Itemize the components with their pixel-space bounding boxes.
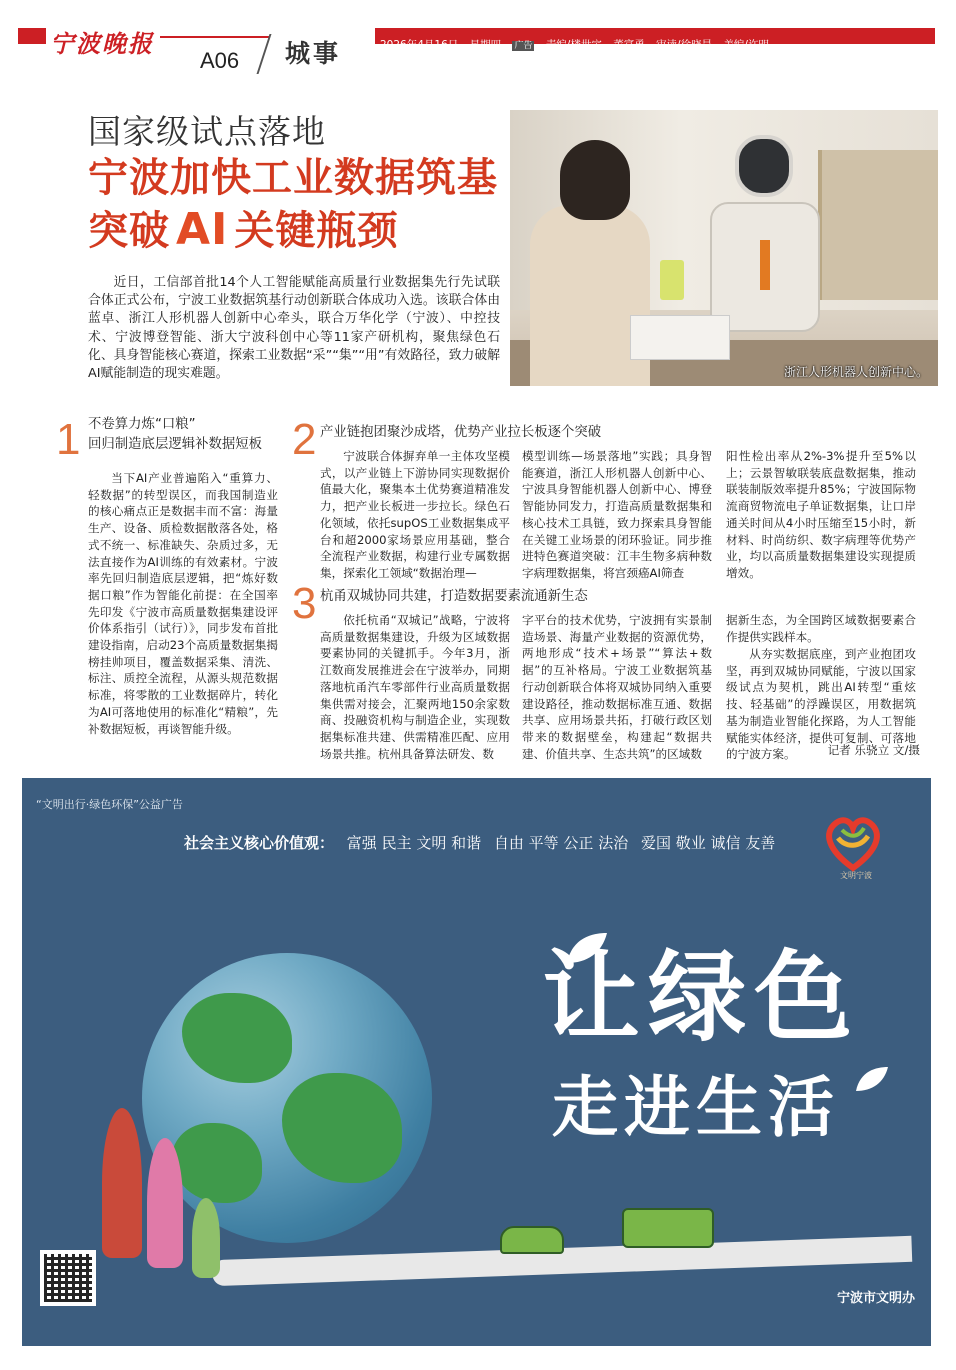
- child-figure: [192, 1198, 220, 1278]
- family-figure: [147, 1138, 183, 1268]
- bus-icon: [622, 1208, 714, 1248]
- core-values-group-1: 富强 民主 文明 和谐: [346, 834, 482, 852]
- robot-photo: [510, 110, 938, 386]
- civilization-heart-logo-icon: [818, 808, 888, 878]
- issue-date: 2026年4月16日: [380, 39, 459, 51]
- slash-divider: [257, 34, 272, 74]
- ad-campaign-tag: “文明出行·绿色环保”公益广告: [36, 798, 183, 811]
- core-values-banner: [184, 832, 775, 853]
- headline-ai: AI: [176, 204, 229, 255]
- section-2-column-1: 宁波联合体摒弃单一主体攻坚模式，以产业链上下游协同实现数据价值最大化，聚集本土优势赛道精准发力，把产业长板进一步拉长。绿色石化领域，依托supOS工业数据集成平台和超2000家场景应用基础，整合全流程产业数据，构建行业专属数据集，探索化工领域“数据治理—: [320, 449, 510, 580]
- leaf-icon: [852, 1063, 892, 1095]
- public-service-ad: [22, 778, 931, 1346]
- section-3-heading: 杭甬双城协同共建，打造数据要素流通新生态: [320, 589, 588, 604]
- article-headline: [88, 112, 518, 257]
- ad-title-line-2: 走进生活: [552, 1069, 840, 1146]
- ad-sponsor: 宁波市文明办: [836, 1291, 915, 1306]
- layout-credit: 美编/许明: [723, 39, 769, 51]
- article-byline: 记者 乐骁立 文/摄: [827, 743, 920, 757]
- section-2-column-3: 阳性检出率从2%-3%提升至5%以上；云景智敏联装底盘数据集，推动联装制版效率提升85%；宁波国际物流商贸物流电子单证数据集，让口岸通关时间从4小时压缩至15小时，新材料、时尚纺织、数字病理等优势产业，均以高质量数据集建设实现提质增效。: [726, 449, 916, 580]
- ad-title-line-1: 让绿色: [542, 941, 861, 1055]
- section-3-column-3a: 据新生态，为全国跨区域数据要素合作提供实践样本。: [726, 613, 916, 644]
- headline-sub: [88, 204, 518, 257]
- article-lead: 近日，工信部首批14个人工智能赋能高质量行业数据集先行先试联合体正式公布，宁波工业数据筑基行动创新联合体成功入选。该联合体由蓝卓、浙江人形机器人创新中心牵头，联合万华化学（宁波）、中控技术、宁波博登智能、浙大宁波科创中心等11家产研机构，聚焦绿色石化、具身智能核心赛道，探索工业数据“采”“集”“用”有效路径，致力破解AI赋能制造的现实难题。: [88, 275, 500, 382]
- photo-caption: 浙江人形机器人创新中心。: [783, 365, 928, 379]
- section-2-heading: 产业链抱团聚沙成塔，优势产业拉长板逐个突破: [320, 425, 602, 440]
- masthead-info: [380, 37, 777, 52]
- qr-code[interactable]: [40, 1250, 96, 1306]
- core-values-group-2: 自由 平等 公正 法治: [493, 834, 629, 852]
- designer-credit: 董富勇: [613, 39, 645, 51]
- page-number: A06: [200, 48, 240, 73]
- section-2-column-2: 模型训练—场景落地”实践；具身智能赛道，浙江人形机器人创新中心、宁波具身智能机器人创新中心、博登智能协同发力，打造高质量数据集和核心技术工具链，致力探索具身智能在关键工业场景的闭环验证。同步推进特色赛道突破：江丰生物多病种数字病理数据集，将宫颈癌AI筛查: [522, 449, 712, 580]
- masthead-red-bar: [18, 28, 46, 44]
- section-1-heading-1: 不卷算力炼“口粮”: [88, 417, 196, 432]
- issue-weekday: 星期四: [469, 39, 502, 51]
- logo-caption: 文明宁波: [840, 871, 872, 880]
- section-1-body: 当下AI产业普遍陷入“重算力、轻数据”的转型误区，而我国制造业的核心痛点正是数据丰而不富：海量生产、设备、质检数据散落各处，格式不统一、标准缺失、杂质过多，无法直接作为AI训练的有效素材。宁波率先回归制造底层逻辑，把“炼好数据口粮”作为智能化前提：在全国率先印发《宁波市高质量数据集建设评价体系指引（试行）》，同步发布首批建设指南，启动23个高质量数据集揭榜挂帅项目，覆盖数据采集、清洗、标注、质控全流程，从源头规范数据标准，将零散的工业数据碎片，转化为AI可落地使用的标准化“精粮”，先补数据短板，再谈智能升级。: [88, 471, 278, 736]
- headline-kicker: 国家级试点落地: [88, 112, 326, 151]
- section-3-column-1: 依托杭甬“双城记”战略，宁波将高质量数据集建设，升级为区域数据要素协同的关键抓手。今年3月，浙江数商发展推进会在宁波举办，同期落地杭甬汽车零部件行业高质量数据集供需对接会，汇聚两地150余家数商、投融资机构与制造企业，实现数据集标准共建、供需精准匹配、应用场景共推。杭州具备算法研发、数: [320, 613, 510, 761]
- core-values-label: 社会主义核心价值观：: [184, 834, 335, 852]
- masthead: [0, 0, 956, 73]
- section-1-heading-2: 回归制造底层逻辑补数据短板: [88, 437, 263, 452]
- headline-sub-pre: 突破: [88, 208, 170, 254]
- section-2-number: 2: [292, 415, 317, 464]
- car-icon: [500, 1226, 564, 1254]
- core-values-group-3: 爱国 敬业 诚信 友善: [640, 834, 776, 852]
- section-1-number: 1: [56, 415, 81, 464]
- section-name: 城事: [285, 39, 342, 68]
- section-3-column-3b: 从夯实数据底座，到产业抱团攻坚，再到双城协同赋能，宁波以国家级试点为契机，跳出AI转型“重炫技、轻基础”的浮躁误区，用数据筑基为制造业智能化探路，为人工智能赋能实体经济，提供可复制、可落地的宁波方案。: [726, 647, 916, 762]
- proofreader-credit: 审读/徐晓昊: [656, 39, 713, 51]
- family-figure: [102, 1108, 142, 1258]
- editor-credit: 责编/楼世宇: [545, 39, 602, 51]
- headline-sub-post: 关键瓶颈: [234, 208, 399, 254]
- masthead-divider: [160, 36, 270, 38]
- globe-illustration: [142, 953, 432, 1243]
- ad-tag-badge: 广告: [514, 41, 533, 51]
- headline-main: 宁波加快工业数据筑基: [88, 155, 498, 201]
- newspaper-logo: 宁波晚报: [50, 29, 154, 58]
- section-3-column-2: 字平台的技术优势，宁波拥有实景制造场景、海量产业数据的资源优势，两地形成“技术+场景”“算法+数据”的互补格局。宁波工业数据筑基行动创新联合体将双城协同纳入重要建设路径，推动数据标准互通、数据共享、应用场景共拓，打破行政区划带来的数据壁垒，构建起“数据共建、价值共享、生态共筑”的区域数: [522, 613, 712, 761]
- section-3-number: 3: [292, 579, 317, 628]
